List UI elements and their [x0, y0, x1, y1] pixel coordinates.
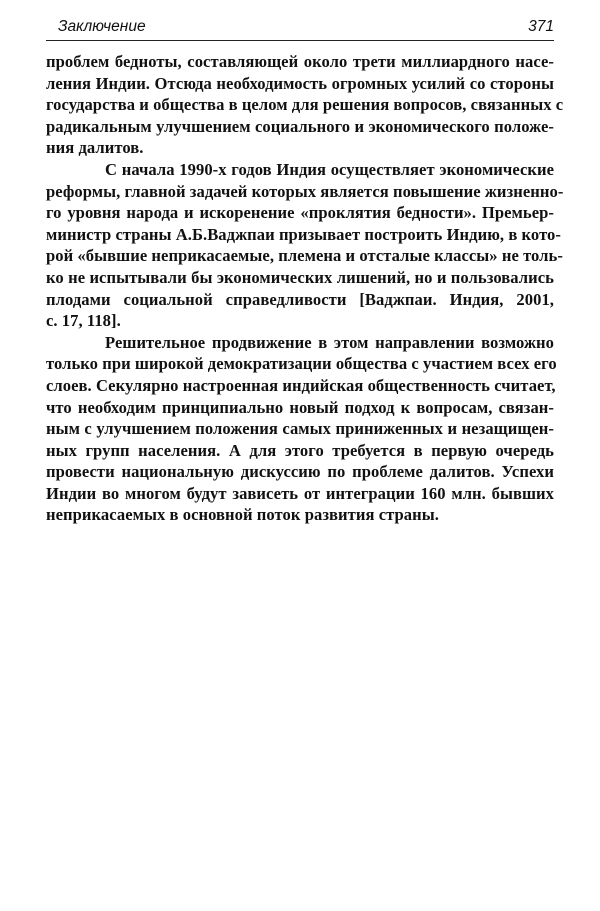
text-line: реформы, главной задачей которых является повышение жизненно-: [46, 181, 564, 201]
paragraph-2: [46, 159, 564, 332]
text-line: ния далитов.: [46, 138, 144, 158]
paragraph-1: [46, 51, 564, 159]
text-line: проблем бедноты, составляющей около трети миллиардного насе-: [46, 52, 554, 71]
text-line: что необходим принципиально новый подход к вопросам, связан-: [46, 397, 554, 417]
text-line: неприкасаемых в основной поток развития страны.: [46, 505, 439, 525]
text-line: слоев. Секулярно настроенная индийская общественность считает,: [46, 375, 556, 395]
text-line: рой «бывшие неприкасаемые, племена и отсталые классы» не толь-: [46, 246, 563, 266]
text-line: государства и общества в целом для решения вопросов, связанных с: [46, 95, 564, 115]
text-line: министр страны А.Б.Ваджпаи призывает построить Индию, в кото-: [46, 224, 561, 244]
text-line: ным с улучшением положения самых приниженных и незащищен-: [46, 419, 554, 439]
text-line: ления Индии. Отсюда необходимость огромных усилий со стороны: [46, 73, 554, 93]
text-line: ных групп населения. А для этого требуется в первую очередь: [46, 440, 554, 460]
text-line: Решительное продвижение в этом направлении возможно: [105, 332, 554, 352]
paragraph-3: [46, 332, 557, 526]
page-number: 371: [528, 18, 554, 35]
text-line: С начала 1990-х годов Индия осуществляет экономические: [105, 159, 554, 179]
text-line: го уровня народа и искоренение «проклятия бедности». Премьер-: [46, 203, 554, 223]
text-line: Индии во многом будут зависеть от интеграции 160 млн. бывших: [46, 483, 554, 503]
text-line: с. 17, 118].: [46, 311, 121, 331]
text-line: только при широкой демократизации общества с участием всех его: [46, 354, 557, 374]
text-line: ко не испытывали бы экономических лишений, но и пользовались: [46, 267, 554, 287]
page-header: [46, 14, 554, 41]
running-title: Заключение: [58, 18, 146, 35]
text-line: радикальным улучшением социального и экономического положе-: [46, 116, 554, 136]
text-line: провести национальную дискуссию по проблеме далитов. Успехи: [46, 462, 554, 482]
body-text: [46, 51, 564, 526]
text-line: плодами социальной справедливости [Ваджпаи. Индия, 2001,: [46, 289, 554, 309]
